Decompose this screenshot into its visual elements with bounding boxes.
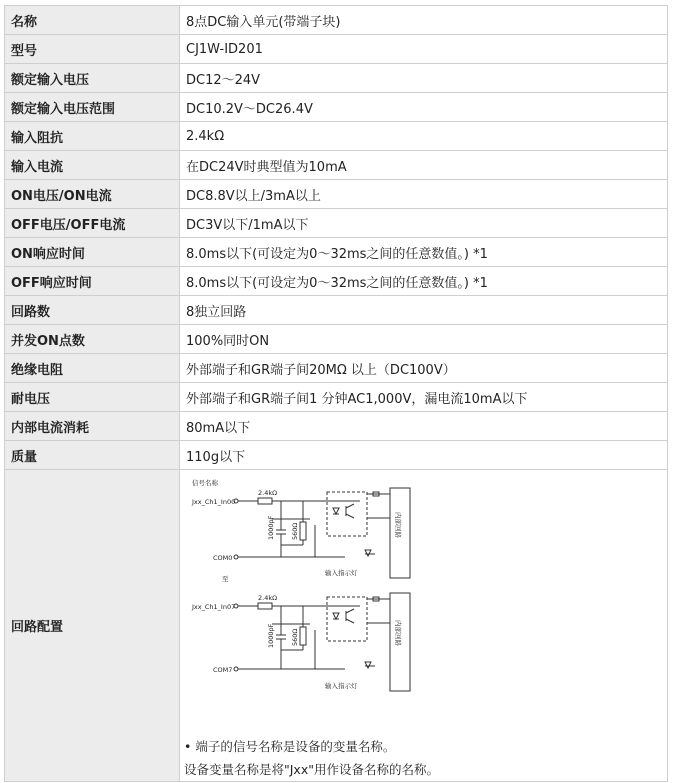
shunt-resistor-2: [300, 627, 306, 645]
row-value: 外部端子和GR端子间20MΩ 以上（DC100V）: [180, 354, 668, 383]
ellipsis-label: 至: [222, 575, 229, 583]
table-row: [5, 6, 668, 35]
row-value: DC10.2V～DC26.4V: [180, 93, 668, 122]
row-label: 内部电流消耗: [5, 412, 180, 441]
table-row: [5, 441, 668, 470]
row-label: 绝缘电阻: [5, 354, 180, 383]
circuit-diagram-svg: [180, 470, 658, 781]
row-label: 回路数: [5, 296, 180, 325]
circuit1-indicator-label: 输入指示灯: [325, 569, 358, 577]
shunt-resistor-1: [300, 522, 306, 540]
table-row: [5, 238, 668, 267]
table-row: [5, 354, 668, 383]
row-label: OFF电压/OFF电流: [5, 209, 180, 238]
circuit2-cap-label: 1000pF: [267, 623, 275, 648]
row-value: CJ1W-ID201: [180, 35, 668, 64]
table-row: [5, 93, 668, 122]
table-row: [5, 325, 668, 354]
row-value: 100%同时ON: [180, 325, 668, 354]
table-row: [5, 412, 668, 441]
row-label: 额定输入电压范围: [5, 93, 180, 122]
circuit-diagram: [180, 470, 658, 781]
diagram-note-1: • 端子的信号名称是设备的变量名称。: [184, 739, 396, 754]
circuit2-resistor-label: 2.4kΩ: [258, 594, 278, 602]
table-row: [5, 296, 668, 325]
row-label: 额定输入电压: [5, 64, 180, 93]
table-row: [5, 267, 668, 296]
table-row: [5, 151, 668, 180]
terminal-com-2: [234, 667, 238, 671]
row-label: ON电压/ON电流: [5, 180, 180, 209]
circuit-row: [5, 470, 668, 782]
circuit-diagram-cell: [180, 470, 668, 782]
row-label: 名称: [5, 6, 180, 35]
circuit2-shunt-label: 560Ω: [291, 628, 299, 646]
circuit2-internal-label: 内部回路: [394, 620, 402, 646]
spec-table: [4, 5, 668, 782]
circuit1-cap-label: 1000pF: [267, 515, 275, 540]
signal-name-header: 信号名称: [192, 479, 218, 487]
circuit-1: [234, 488, 410, 578]
circuit2-com-label: COM7: [213, 666, 233, 674]
row-value: DC12～24V: [180, 64, 668, 93]
resistor-in-1: [258, 498, 272, 504]
row-value: 在DC24V时典型值为10mA: [180, 151, 668, 180]
row-value: 8点DC输入单元(带端子块): [180, 6, 668, 35]
row-value: 8.0ms以下(可设定为0～32ms之间的任意数值。) *1: [180, 238, 668, 267]
table-row: [5, 64, 668, 93]
table-row: [5, 35, 668, 64]
row-value: 80mA以下: [180, 412, 668, 441]
row-label: 型号: [5, 35, 180, 64]
circuit1-com-label: COM0: [213, 554, 233, 562]
row-value: 110g以下: [180, 441, 668, 470]
row-label: 回路配置: [5, 470, 180, 782]
circuit-2: [234, 593, 410, 691]
circuit1-input-label: Jxx_Ch1_In00: [192, 498, 236, 506]
row-value: DC3V以下/1mA以下: [180, 209, 668, 238]
circuit2-input-label: Jxx_Ch1_In07: [192, 603, 236, 611]
circuit2-indicator-label: 输入指示灯: [325, 682, 358, 690]
table-row: [5, 383, 668, 412]
table-row: [5, 122, 668, 151]
circuit1-internal-label: 内部回路: [394, 512, 402, 538]
row-value: DC8.8V以上/3mA以上: [180, 180, 668, 209]
table-row: [5, 180, 668, 209]
row-label: 并发ON点数: [5, 325, 180, 354]
terminal-com-1: [234, 555, 238, 559]
row-value: 2.4kΩ: [180, 122, 668, 151]
row-label: 输入电流: [5, 151, 180, 180]
row-value: 8独立回路: [180, 296, 668, 325]
row-value: 8.0ms以下(可设定为0～32ms之间的任意数值。) *1: [180, 267, 668, 296]
circuit1-shunt-label: 560Ω: [291, 522, 299, 540]
row-label: 输入阻抗: [5, 122, 180, 151]
row-label: 质量: [5, 441, 180, 470]
table-row: [5, 209, 668, 238]
row-label: OFF响应时间: [5, 267, 180, 296]
diagram-note-2: 设备变量名称是将"Jxx"用作设备名称的名称。: [184, 762, 439, 777]
row-value: 外部端子和GR端子间1 分钟AC1,000V，漏电流10mA以下: [180, 383, 668, 412]
resistor-in-2: [258, 603, 272, 609]
circuit1-resistor-label: 2.4kΩ: [258, 489, 278, 497]
row-label: 耐电压: [5, 383, 180, 412]
row-label: ON响应时间: [5, 238, 180, 267]
